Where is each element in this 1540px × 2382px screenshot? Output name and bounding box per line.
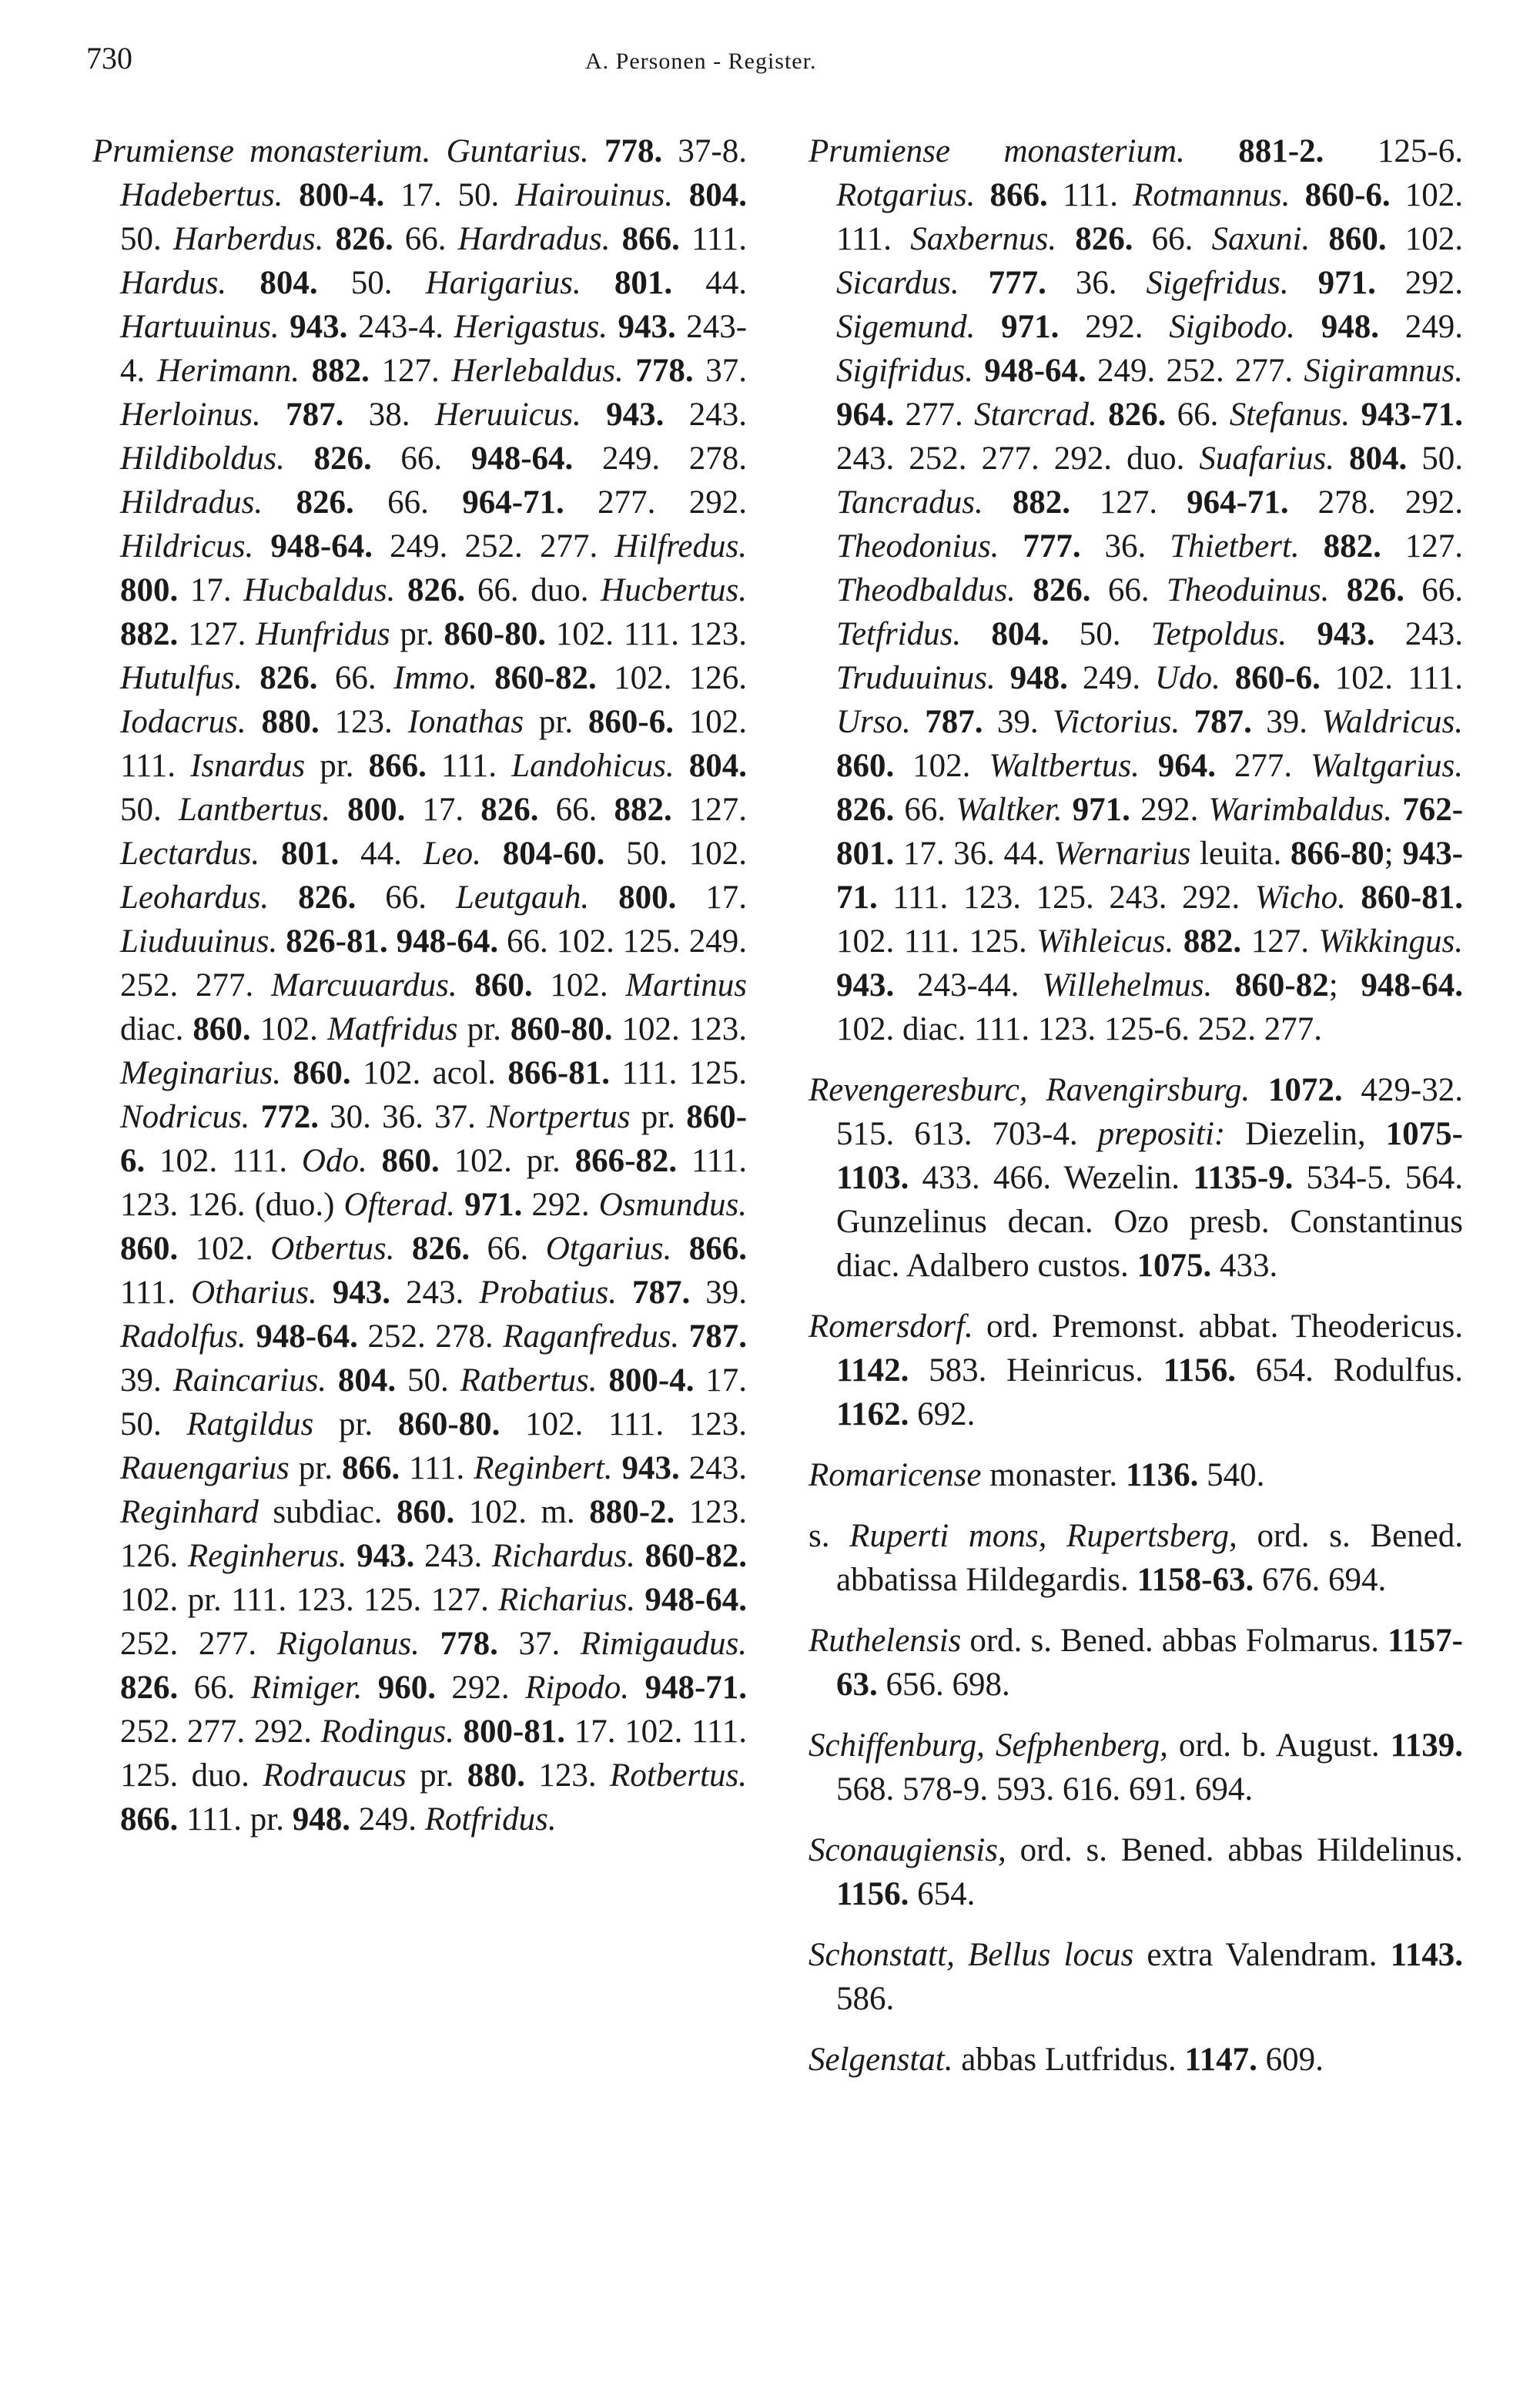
register-entry: Romersdorf. ord. Premonst. abbat. Theodericus. 1142. 583. Heinricus. 1156. 654. Rodulfus. 1162. 692.	[808, 1308, 1463, 1432]
entry-body: 881-2. 125-6. Rotgarius. 866. 111. Rotmannus. 860-6. 102. 111. Saxbernus. 826. 66. Saxuni. 860. 102. Sicardus. 777. 36. Sigefridus. 971. 292. Sigemund. 971. 292. Sigibodo. 948. 249. Sigifridus. 948-64. 249. 252. 277. Sigiramnus. 964. 277. Starcrad. 826. 66. Stefanus. 943-71. 243. 252. 277. 292. duo. Suafarius. 804. 50. Tancradus. 882. 127. 964-71. 278. 292. Theodonius. 777. 36. Thietbert. 882. 127. Theodbaldus. 826. 66. Theoduinus. 826. 66. Tetfridus. 804. 50. Tetpoldus. 943. 243. Truduuinus. 948. 249. Udo. 860-6. 102. 111. Urso. 787. 39. Victorius. 787. 39. Waldricus. 860. 102. Waltbertus. 964. 277. Waltgarius. 826. 66. Waltker. 971. 292. Warimbaldus. 762-801. 17. 36. 44. Wernarius leuita. 866-80; 943-71. 111. 123. 125. 243. 292. Wicho. 860-81. 102. 111. 125. Wihleicus. 882. 127. Wikkingus. 943. 243-44. Willehelmus. 860-82; 948-64. 102. diac. 111. 123. 125-6. 252. 277.	[836, 133, 1464, 1047]
entry-body: Guntarius. 778. 37-8. Hadebertus. 800-4. 17. 50. Hairouinus. 804. 50. Harberdus. 826. 66. Hardradus. 866. 111. Hardus. 804. 50. Harigarius. 801. 44. Hartuuinus. 943. 243-4. Herigastus. 943. 243-4. Herimann. 882. 127. Herlebaldus. 778. 37. Herloinus. 787. 38. Heruuicus. 943. 243. Hildiboldus. 826. 66. 948-64. 249. 278. Hildradus. 826. 66. 964-71. 277. 292. Hildricus. 948-64. 249. 252. 277. Hilfredus. 800. 17. Hucbaldus. 826. 66. duo. Hucbertus. 882. 127. Hunfridus pr. 860-80. 102. 111. 123. Hutulfus. 826. 66. Immo. 860-82. 102. 126. Iodacrus. 880. 123. Ionathas pr. 860-6. 102. 111. Isnardus pr. 866. 111. Landohicus. 804. 50. Lantbertus. 800. 17. 826. 66. 882. 127. Lectardus. 801. 44. Leo. 804-60. 50. 102. Leohardus. 826. 66. Leutgauh. 800. 17. Liuduuinus. 826-81. 948-64. 66. 102. 125. 249. 252. 277. Marcuuardus. 860. 102. Martinus diac. 860. 102. Matfridus pr. 860-80. 102. 123. Meginarius. 860. 102. acol. 866-81. 111. 125. Nodricus. 772. 30. 36. 37. Nortpertus pr. 860-6. 102. 111. Odo. 860. 102. pr. 866-82. 111. 123. 126. (duo.) Ofterad. 971. 292. Osmundus. 860. 102. Otbertus. 826. 66. Otgarius. 866. 111. Otharius. 943. 243. Probatius. 787. 39. Radolfus. 948-64. 252. 278. Raganfredus. 787. 39. Raincarius. 804. 50. Ratbertus. 800-4. 17. 50. Ratgildus pr. 860-80. 102. 111. 123. Rauengarius pr. 866. 111. Reginbert. 943. 243. Reginhard subdiac. 860. 102. m. 880-2. 123. 126. Reginherus. 943. 243. Richardus. 860-82. 102. pr. 111. 123. 125. 127. Richarius. 948-64. 252. 277. Rigolanus. 778. 37. Rimigaudus. 826. 66. Rimiger. 960. 292. Ripodo. 948-71. 252. 277. 292. Rodingus. 800-81. 17. 102. 111. 125. duo. Rodraucus pr. 880. 123. Rotbertus. 866. 111. pr. 948. 249. Rotfridus.	[120, 133, 748, 1838]
register-entry: s. Ruperti mons, Rupertsberg, ord. s. Bened. abbatissa Hildegardis. 1158-63. 676. 694.	[808, 1518, 1463, 1598]
entry-prumiense-part-1	[92, 129, 747, 1841]
register-entry: Schiffenburg, Sefphenberg, ord. b. August. 1139. 568. 578-9. 593. 616. 691. 694.	[808, 1727, 1463, 1807]
left-column	[92, 129, 747, 1858]
right-column	[808, 129, 1463, 2099]
register-entry: Sconaugiensis, ord. s. Bened. abbas Hildelinus. 1156. 654.	[808, 1832, 1463, 1912]
register-entry: Ruthelensis ord. s. Bened. abbas Folmarus. 1157-63. 656. 698.	[808, 1623, 1463, 1703]
entry-heading: Prumiense monasterium.	[92, 133, 431, 169]
page-number: 730	[86, 41, 132, 75]
register-entry: Schonstatt, Bellus locus extra Valendram. 1143. 586.	[808, 1937, 1464, 2017]
register-entry: Revengeresburc, Ravengirsburg. 1072. 429-32. 515. 613. 703-4. prepositi: Diezelin, 1075-1103. 433. 466. Wezelin. 1135-9. 534-5. 564. Gunzelinus decan. Ozo presb. Constantinus diac. Adalbero custos. 1075. 433.	[808, 1072, 1463, 1284]
running-head: A. Personen - Register.	[585, 49, 817, 74]
entry-heading: Prumiense monasterium.	[808, 133, 1185, 169]
entry-prumiense-part-2	[808, 129, 1463, 1051]
right-entries	[808, 1068, 1463, 2082]
register-entry: Romaricense monaster. 1136. 540.	[808, 1457, 1265, 1493]
register-entry: Selgenstat. abbas Lutfridus. 1147. 609.	[808, 2042, 1324, 2078]
